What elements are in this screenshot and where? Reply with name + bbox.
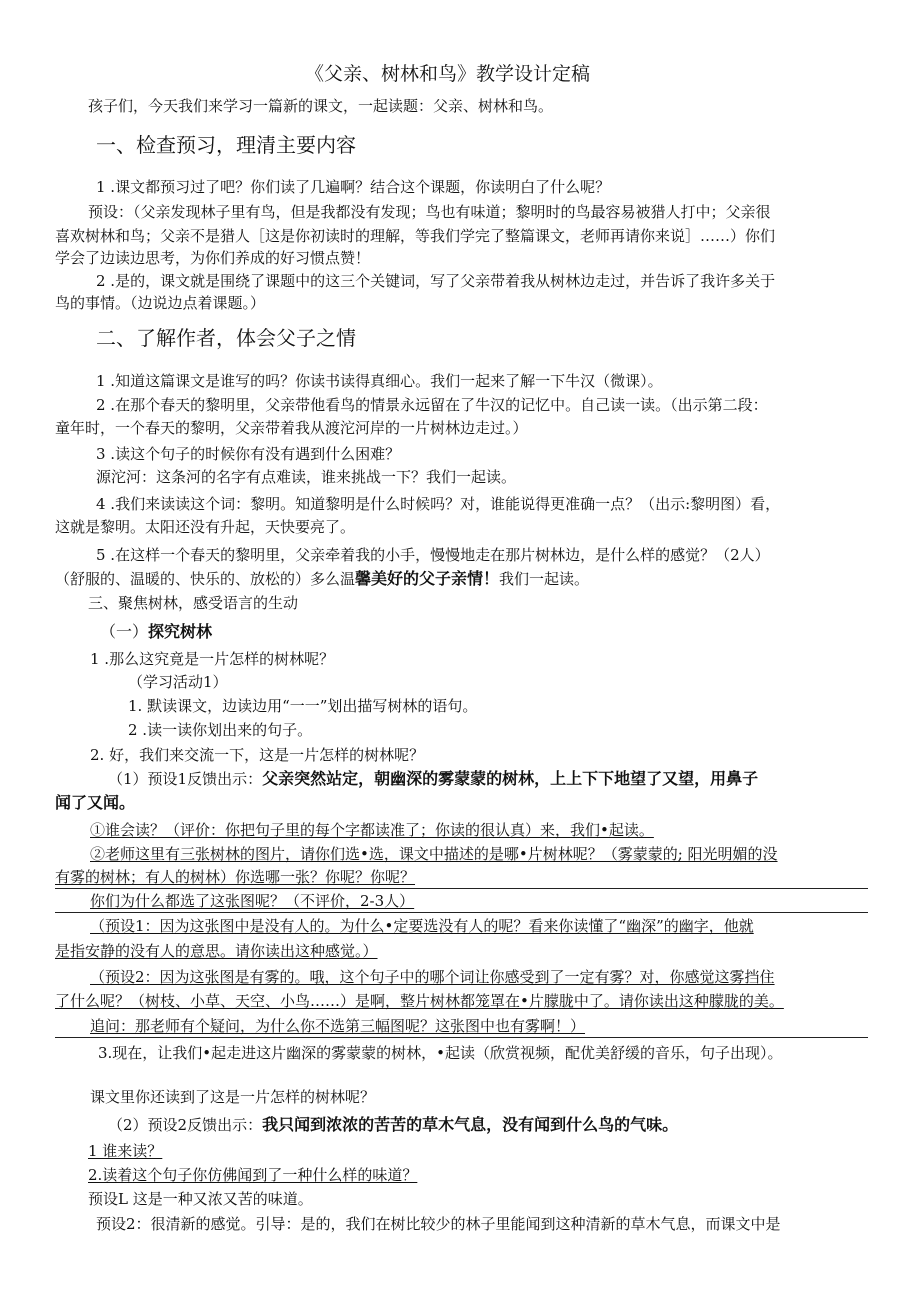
horizontal-rule [55,912,868,913]
comment-4-line-1: （预设1：因为这张图中是没有人的。为什么•定要选没有人的呢？看来你读懂了“幽深”的幽字，他就 [90,917,754,935]
learning-activity-step-1: 1. 默读课文，边读边用“一一”划出描写树林的语句。 [128,697,478,715]
section-3-question-2: 2. 好，我们来交流一下，这是一片怎样的树林呢？ [90,746,425,764]
section-1-question-1: 1 .课文都预习过了吧？你们读了几遍啊？结合这个课题，你读明白了什么呢？ [96,178,611,196]
comment-2-line-2: 有雾的树林；有人的树林）你选哪一张？你呢？你呢？ [55,868,416,886]
section-1-question-2-line-1: 2 .是的，课文就是围绕了课题中的这三个关键词，写了父亲带着我从树林边走过，并告诉了我许多关于 [96,272,776,290]
comment-2-line-1: ②老师这里有三张树林的图片，请你们选•选，课文中描述的是哪•片树林呢？（雾蒙蒙的; 阳光明媚的没 [90,845,778,863]
learning-activity-step-2: 2 .读一读你划出来的句子。 [128,721,313,739]
preset-2: 预设2：很清新的感觉。引导：是的，我们在树比较少的林子里能闻到这种清新的草木气息，而课文中是 [96,1215,781,1233]
comment-4-line-2: 是指安静的没有人的意思。请你读出这种感觉。） [55,942,378,960]
section-3-question-4: 课文里你还读到了这是一片怎样的树林呢？ [90,1088,376,1106]
section-3-heading: 三、聚焦树林，感受语言的生动 [88,594,299,612]
section-3-subheading [100,621,212,643]
subheading-number: （一） [100,622,149,641]
item-5-text-b: 我们一起读。 [499,570,590,588]
section-2-item-5-line-1: 5 .在这样一个春天的黎明里，父亲牵着我的小手，慢慢地走在那片树林边，是什么样的感觉？（2人） [96,546,770,564]
section-3-question-1: 1 .那么这究竟是一片怎样的树林呢？ [90,650,335,668]
intro-paragraph: 孩子们，今天我们来学习一篇新的课文，一起读题：父亲、树林和鸟。 [88,97,554,115]
section-1-preset-line-3: 学会了边读边思考，为你们养成的好习惯点赞！ [55,249,371,267]
section-2-item-1: 1 .知道这篇课文是谁写的吗？你读书读得真细心。我们一起来了解一下牛汉（微课）。 [96,372,663,390]
item-5-emphasis: 馨美好的父子亲情！ [355,569,500,588]
section-2-item-2-line-1: 2 .在那个春天的黎明里，父亲带他看鸟的情景永远留在了牛汉的记忆中。自己读一读。（出示第二段： [96,396,768,414]
section-1-preset-line-1: 预设：（父亲发现林子里有鸟，但是我都没有发现；鸟也有味道；黎明时的鸟最容易被猎人打中；父亲很 [88,203,771,221]
section-2-item-3-note: 源沱河：这条河的名字有点难读，谁来挑战一下？我们一起读。 [96,468,517,486]
section-2-item-4-line-1: 4 .我们来读读这个词：黎明。知道黎明是什么时候吗？对，谁能说得更准确一点？（出示:黎明图）看， [96,495,781,513]
who-reads: 1 谁来读？ [88,1142,163,1160]
section-3-question-3: 3.现在，让我们•起走进这片幽深的雾蒙蒙的树林，•起读（欣赏视频，配优美舒缓的音乐，句子出现）。 [98,1044,783,1062]
section-2-item-2-line-2: 童年时，一个春天的黎明，父亲带着我从渡沱河岸的一片树林边走过。） [55,419,528,437]
comment-5-line-2: 了什么呢？（树枝、小草、天空、小鸟……）是啊，整片树林都笼罩在•片朦胧中了。请你读出这种朦胧的美。 [55,992,784,1010]
page-title: 《父亲、树林和鸟》教学设计定稿 [305,63,591,85]
section-1-heading: 一、检查预习，理清主要内容 [96,133,356,157]
feedback-1-quote: 父亲突然站定，朝幽深的雾蒙蒙的树林，上上下下地望了又望，用鼻子 [262,769,759,788]
section-2-heading: 二、了解作者，体会父子之情 [96,326,356,350]
section-1-preset-line-2: 喜欢树林和鸟；父亲不是猎人［这是你初读时的理解，等我们学完了整篇课文，老师再请你来说］……）你们 [55,227,776,245]
item-5-text-a: （舒服的、温暖的、快乐的、放松的）多么温 [55,570,356,588]
feedback-1-line-2: 闻了又闻。 [55,793,136,812]
feedback-1-line-1 [108,768,758,790]
feedback-2-label: （2）预设2反馈出示： [108,1116,263,1134]
comment-6: 追问：那老师有个疑问，为什么你不选第三幅图呢？这张图中也有雾啊！） [90,1017,586,1035]
section-1-question-2-line-2: 鸟的事情。（边说边点着课题。） [55,294,266,312]
section-2-item-5-line-2 [55,568,589,590]
section-2-item-3: 3 .读这个句子的时候你有没有遇到什么困难？ [96,445,401,463]
preset-1: 预设L 这是一种又浓又苦的味道。 [88,1190,313,1208]
smell-question: 2.读着这个句子你仿佛闻到了一种什么样的味道？ [88,1166,418,1184]
comment-1: ①谁会读？（评价：你把句子里的每个字都读准了；你读的很认真）来，我们•起读。 [90,821,654,839]
section-2-item-4-line-2: 这就是黎明。太阳还没有升起，天快要亮了。 [55,518,356,536]
feedback-2-quote: 我只闻到浓浓的苦苦的草木气息，没有闻到什么鸟的气味。 [262,1115,679,1134]
feedback-2 [108,1114,678,1136]
comment-3: 你们为什么都选了这张图呢？（不评价，2-3人） [90,892,415,910]
comment-5-line-1: （预设2：因为这张图是有雾的。哦，这个句子中的哪个词让你感受到了一定有雾？对，你感觉这雾挡住 [90,968,775,986]
learning-activity-label: （学习活动1） [128,673,228,691]
horizontal-rule [55,888,868,889]
horizontal-rule [55,1037,868,1038]
feedback-1-label: （1）预设1反馈出示： [108,770,263,788]
subheading-text: 探究树林 [148,622,213,641]
